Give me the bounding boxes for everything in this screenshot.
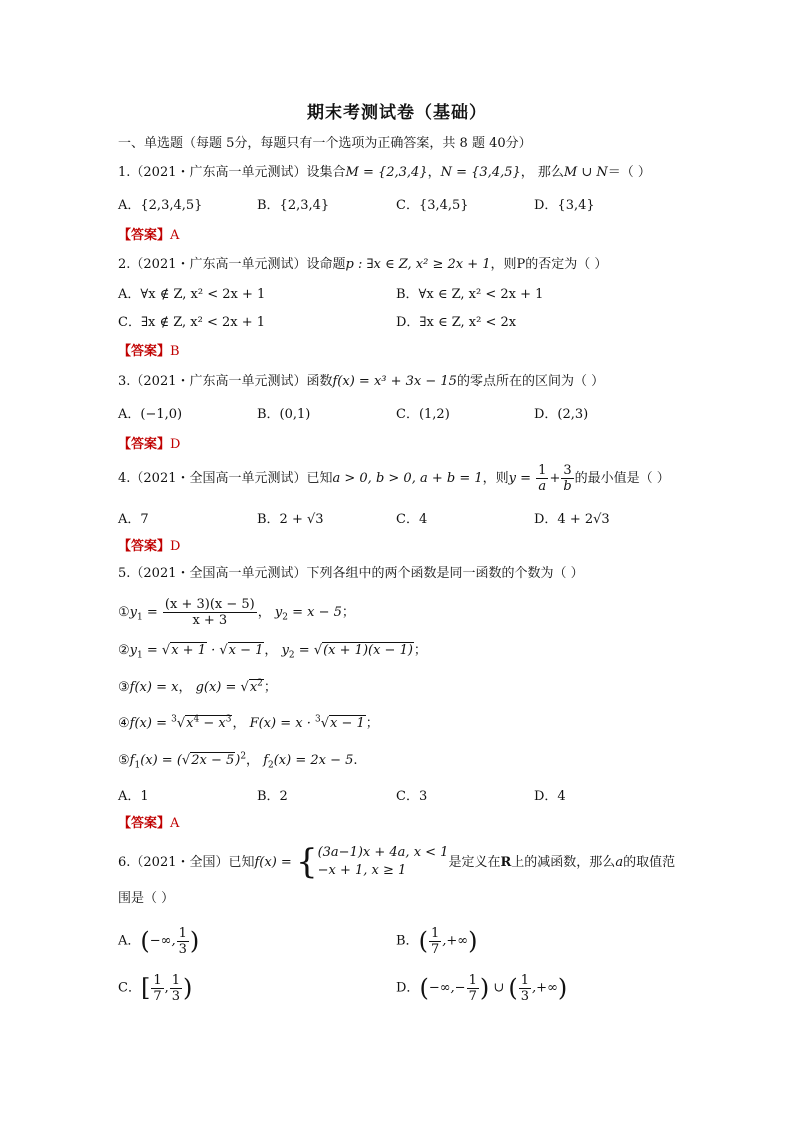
- question-4: [118, 463, 670, 494]
- answer-label: 【答案】: [118, 228, 171, 243]
- answer-label: 【答案】: [118, 344, 171, 359]
- q2-suffix: ，则P的否定为（ ）: [490, 257, 608, 272]
- answer-label: 【答案】: [118, 816, 171, 831]
- q4-option-a: A．7: [118, 512, 149, 527]
- q2-option-b: B．∀x ∈ Z, x² < 2x + 1: [396, 287, 544, 302]
- q5-item-2: $②y_1 = √x + 1 \cdot √x - 1$， $y_2 = √(x + 1)(x - 1)$；: [118, 643, 427, 661]
- answer-label: 【答案】: [118, 539, 171, 554]
- item-marker: ④: [118, 716, 130, 731]
- q2-answer-value: B: [170, 344, 180, 359]
- q2-prefix: 2.（2021・广东高一单元测试）设命题: [118, 257, 346, 272]
- q4-suffix: 的最小值是（ ）: [574, 471, 670, 486]
- q4-condition: a > 0, b > 0, a + b = 1: [332, 471, 483, 486]
- q1-end: ＝（ ）: [607, 165, 651, 180]
- fraction: $\frac{3}{b}$: [563, 463, 572, 494]
- q2-option-d: D．∃x ∈ Z, x² < 2x: [396, 315, 517, 330]
- q1-option-c: C．{3,4,5}: [396, 198, 469, 213]
- q3-suffix: 的零点所在的区间为（ ）: [456, 374, 605, 389]
- q3-option-d: D．(2,3): [534, 407, 589, 422]
- q1-answer: [118, 226, 179, 246]
- q4-answer: [118, 537, 180, 557]
- q2-option-a: A．∀x ∉ Z, x² < 2x + 1: [118, 287, 266, 302]
- q6-suffix-1: 是定义在: [448, 854, 501, 870]
- q4-expression: y = $\frac{1}{a}$ + $\frac{3}{b}$: [508, 463, 572, 494]
- q1-suffix: ， 那么: [520, 165, 564, 180]
- q6-case-2: −x + 1, x ≥ 1: [317, 863, 407, 878]
- q4-option-d: D．4 + 2√3: [534, 512, 610, 527]
- fraction: $\frac{(x + 3)(x - 5)}{x + 3}$: [164, 597, 255, 628]
- item-marker: ③: [118, 680, 130, 695]
- q1-answer-value: A: [170, 228, 180, 243]
- q1-prefix: 1.（2021・广东高一单元测试）设集合: [118, 165, 346, 180]
- question-1: [118, 163, 651, 183]
- question-3: [118, 372, 604, 392]
- answer-label: 【答案】: [118, 437, 171, 452]
- q1-union: M ∪ N: [563, 165, 608, 180]
- q5-option-a: A．1: [118, 789, 149, 804]
- q4-prefix: 4.（2021・全国高一单元测试）已知: [118, 471, 333, 486]
- q3-option-b: B．(0,1): [257, 407, 311, 422]
- item-marker: ②: [118, 643, 130, 658]
- q4-option-c: C．4: [396, 512, 428, 527]
- q6-suffix-3: 的取值范: [623, 854, 676, 870]
- q5-item-3: ③f(x) = x， $g(x) = √x^2$；: [118, 678, 277, 695]
- question-6: 6.（2021・全国）已知f(x) = { (3a−1)x + 4a, x < 1 −x + 1, x ≥ 1 是定义在R上的减函数，那么a的取值范: [118, 840, 675, 885]
- q6-case-1: (3a−1)x + 4a, x < 1: [317, 845, 449, 860]
- q1-option-b: B．{2,3,4}: [257, 198, 330, 213]
- item-marker: ①: [118, 605, 130, 620]
- page-title: 期末考测试卷（基础）: [307, 103, 487, 123]
- q6-option-b: B．( $\frac{1}{7}$ ,+∞): [396, 925, 478, 957]
- q5-option-c: C．3: [396, 789, 428, 804]
- q5-answer: [118, 814, 179, 834]
- q5-option-d: D．4: [534, 789, 566, 804]
- q4-mid: ，则: [482, 471, 509, 486]
- section-heading: 一、单选题（每题 5分，每题只有一个选项为正确答案，共 8 题 40分）: [118, 136, 532, 151]
- q6-option-a: A．(−∞, $\frac{1}{3}$ ): [118, 925, 200, 957]
- q3-answer-value: D: [170, 437, 181, 452]
- q5-item-5: $⑤f_1(x) = (√2x - 5)^2$， $f_2(x) = 2x - 5$.: [118, 751, 358, 771]
- q1-set-n: N = {3,4,5}: [440, 165, 521, 180]
- q3-answer: [118, 435, 180, 455]
- piecewise-function: { (3a−1)x + 4a, x < 1 −x + 1, x ≥ 1: [295, 842, 449, 882]
- fraction: $\frac{1}{a}$: [538, 463, 547, 494]
- q5-answer-value: A: [170, 816, 180, 831]
- q1-option-d: D．{3,4}: [534, 198, 595, 213]
- q3-function: f(x) = x³ + 3x − 15: [332, 374, 457, 389]
- q6-real-set: R: [500, 854, 512, 870]
- q6-option-c: C．[ $\frac{1}{7}$ , $\frac{1}{3}$ ): [118, 972, 193, 1004]
- q3-option-a: A．(−1,0): [118, 407, 183, 422]
- q6-line-2: 围是（ ）: [118, 891, 175, 906]
- q5-item-1: $①y_1$ = $\frac{(x + 3)(x - 5)}{x + 3}$ ， $y_2 = x - 5$；: [118, 597, 355, 628]
- q1-mid: ，: [427, 165, 441, 180]
- q6-option-d: D．(−∞,− $\frac{1}{7}$ ) ∪ ( $\frac{1}{3}$ ,+∞): [396, 972, 568, 1004]
- question-5: 5.（2021・全国高一单元测试）下列各组中的两个函数是同一函数的个数为（ ）: [118, 566, 584, 581]
- q6-suffix-2: 上的减函数，那么: [511, 854, 616, 870]
- q1-set-m: M = {2,3,4}: [345, 165, 428, 180]
- q4-answer-value: D: [170, 539, 181, 554]
- q3-option-c: C．(1,2): [396, 407, 450, 422]
- q6-prefix: 6.（2021・全国）已知: [118, 854, 255, 870]
- q2-option-c: C．∃x ∉ Z, x² < 2x + 1: [118, 315, 266, 330]
- q4-option-b: B．2 + √3: [257, 512, 324, 527]
- q1-option-a: A．{2,3,4,5}: [118, 198, 203, 213]
- q2-answer: [118, 342, 180, 362]
- question-2: [118, 255, 607, 275]
- q3-prefix: 3.（2021・广东高一单元测试）函数: [118, 374, 333, 389]
- q2-proposition: p : ∃x ∈ Z, x² ≥ 2x + 1: [345, 257, 491, 272]
- q5-option-b: B．2: [257, 789, 288, 804]
- q5-item-4: ④f(x) = $^3√x^4 - x^3$， F(x) = x · $^3$√x − 1；: [118, 714, 379, 731]
- item-marker: ⑤: [118, 753, 130, 768]
